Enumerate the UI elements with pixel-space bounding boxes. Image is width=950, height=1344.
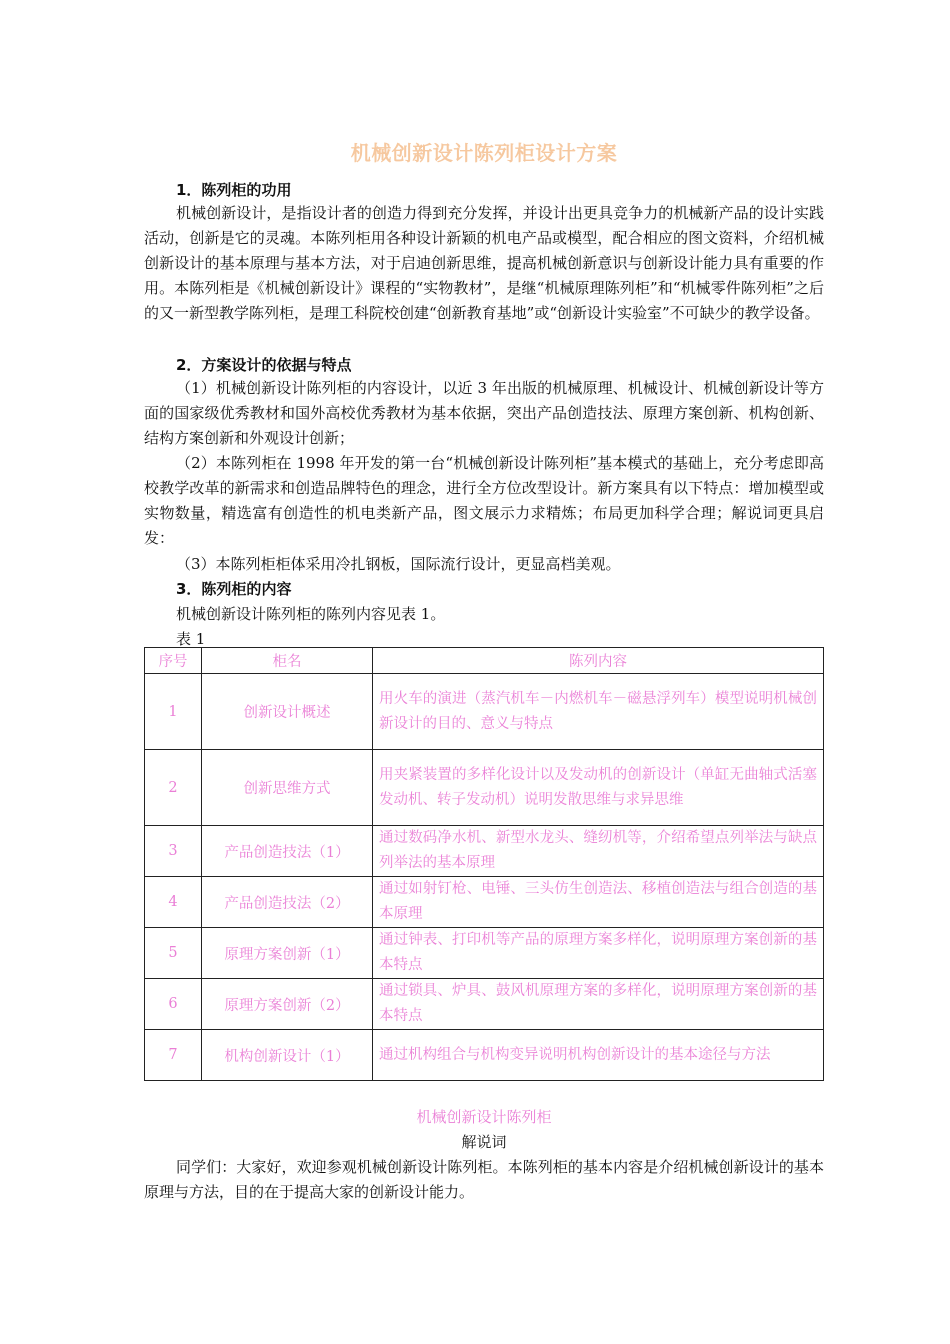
table-row [145, 877, 824, 928]
cell-desc: 通过机构组合与机构变异说明机构创新设计的基本途径与方法 [373, 1030, 824, 1081]
cell-desc: 用火车的演进（蒸汽机车－内燃机车－磁悬浮列车）模型说明机械创新设计的目的、意义与特点 [373, 674, 824, 750]
table-label: 表 1 [176, 630, 206, 648]
cell-no: 1 [145, 674, 202, 750]
cell-name: 原理方案创新（1） [202, 928, 373, 979]
speech-subtitle: 解说词 [461, 1133, 507, 1151]
cell-no: 4 [145, 877, 202, 928]
cell-no: 2 [145, 750, 202, 826]
cell-name: 产品创造技法（1） [202, 826, 373, 877]
paragraph-basis-1: （1）机械创新设计陈列柜的内容设计，以近 3 年出版的机械原理、机械设计、机械创新设计等方面的国家级优秀教材和国外高校优秀教材为基本依据，突出产品创造技法、原理方案创新、机构创新、结构方案创新和外观设计创新； [144, 379, 824, 447]
paragraph-content-intro: 机械创新设计陈列柜的陈列内容见表 1。 [176, 605, 446, 623]
header-no: 序号 [145, 648, 202, 674]
section-heading-1: 1．陈列柜的功用 [176, 181, 292, 199]
document-title: 机械创新设计陈列柜设计方案 [350, 141, 618, 165]
cell-no: 7 [145, 1030, 202, 1081]
header-content: 陈列内容 [373, 648, 824, 674]
table-row [145, 674, 824, 750]
cell-desc: 通过钟表、打印机等产品的原理方案多样化，说明原理方案创新的基本特点 [373, 928, 824, 979]
cell-no: 5 [145, 928, 202, 979]
cell-name: 产品创造技法（2） [202, 877, 373, 928]
table-header-row [145, 648, 824, 674]
section-heading-2: 2．方案设计的依据与特点 [176, 356, 352, 374]
cell-no: 3 [145, 826, 202, 877]
paragraph-basis-2: （2）本陈列柜在 1998 年开发的第一台“机械创新设计陈列柜”基本模式的基础上，充分考虑即高校教学改革的新需求和创造品牌特色的理念，进行全方位改型设计。新方案具有以下特点：增加模型或实物数量，精选富有创造性的机电类新产品，图文展示力求精炼；布局更加科学合理；解说词更具启发： [144, 454, 824, 547]
cell-no: 6 [145, 979, 202, 1030]
cell-desc: 通过如射钉枪、电锤、三头仿生创造法、移植创造法与组合创造的基本原理 [373, 877, 824, 928]
cell-desc: 通过数码净水机、新型水龙头、缝纫机等，介绍希望点列举法与缺点列举法的基本原理 [373, 826, 824, 877]
section-heading-3: 3．陈列柜的内容 [176, 580, 292, 598]
table-row [145, 979, 824, 1030]
table-row [145, 826, 824, 877]
cell-desc: 用夹紧装置的多样化设计以及发动机的创新设计（单缸无曲轴式活塞发动机、转子发动机）说明发散思维与求异思维 [373, 750, 824, 826]
cell-desc: 通过锁具、炉具、鼓风机原理方案的多样化，说明原理方案创新的基本特点 [373, 979, 824, 1030]
paragraph-function: 机械创新设计，是指设计者的创造力得到充分发挥，并设计出更具竞争力的机械新产品的设计实践活动，创新是它的灵魂。本陈列柜用各种设计新颖的机电产品或模型，配合相应的图文资料，介绍机械创新设计的基本原理与基本方法，对于启迪创新思维，提高机械创新意识与创新设计能力具有重要的作用。本陈列柜是《机械创新设计》课程的“实物教材”，是继“机械原理陈列柜”和“机械零件陈列柜”之后的又一新型教学陈列柜，是理工科院校创建“创新教育基地”或“创新设计实验室”不可缺少的教学设备。 [144, 204, 824, 322]
exhibit-table [144, 647, 824, 1081]
header-name: 柜名 [202, 648, 373, 674]
cell-name: 创新设计概述 [202, 674, 373, 750]
cell-name: 机构创新设计（1） [202, 1030, 373, 1081]
table-row [145, 928, 824, 979]
cell-name: 创新思维方式 [202, 750, 373, 826]
cell-name: 原理方案创新（2） [202, 979, 373, 1030]
table-row [145, 750, 824, 826]
table-row [145, 1030, 824, 1081]
exhibit-subtitle: 机械创新设计陈列柜 [416, 1108, 552, 1126]
paragraph-basis-3: （3）本陈列柜柜体采用冷扎钢板，国际流行设计，更显高档美观。 [176, 555, 621, 573]
paragraph-speech: 同学们：大家好，欢迎参观机械创新设计陈列柜。本陈列柜的基本内容是介绍机械创新设计的基本原理与方法，目的在于提高大家的创新设计能力。 [144, 1158, 824, 1201]
